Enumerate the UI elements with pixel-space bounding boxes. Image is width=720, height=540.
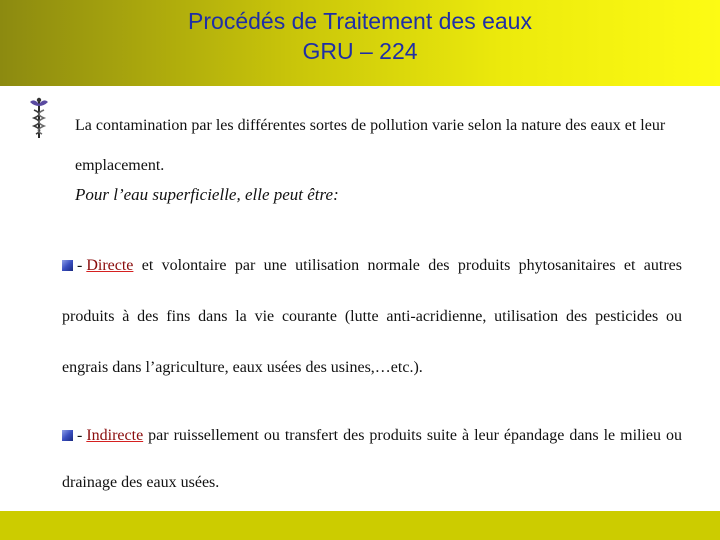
bullet-indirecte <box>62 412 682 506</box>
bullet-text: et volontaire par une utilisation normale des produits phytosanitaires et autres produits à des fins dans la vie courante (lutte anti-acridienne, utilisation des pesticides ou engrais dans l’agriculture, eaux usées des usines,…etc.). <box>62 257 682 376</box>
bottom-bar <box>0 511 720 540</box>
keyword-indirecte: Indirecte <box>86 427 144 444</box>
square-bullet-icon <box>62 260 73 271</box>
subheading: Pour l’eau superficielle, elle peut être: <box>75 185 339 204</box>
bullet-dash: - <box>77 427 83 444</box>
bullet-text: par ruissellement ou transfert des produits suite à leur épandage dans le milieu ou drainage des eaux usées. <box>62 427 682 491</box>
keyword-directe: Directe <box>86 257 134 274</box>
slide-subtitle: GRU – 224 <box>302 38 418 64</box>
bullet-dash: - <box>77 257 83 274</box>
slide-title: Procédés de Traitement des eaux <box>188 8 532 34</box>
bullet-directe <box>62 240 682 393</box>
square-bullet-icon <box>62 430 73 441</box>
caduceus-logo-icon <box>28 96 50 140</box>
title-bar <box>0 0 720 86</box>
intro-paragraph: La contamination par les différentes sortes de pollution varie selon la nature des eaux et leur emplacement. <box>75 117 666 174</box>
